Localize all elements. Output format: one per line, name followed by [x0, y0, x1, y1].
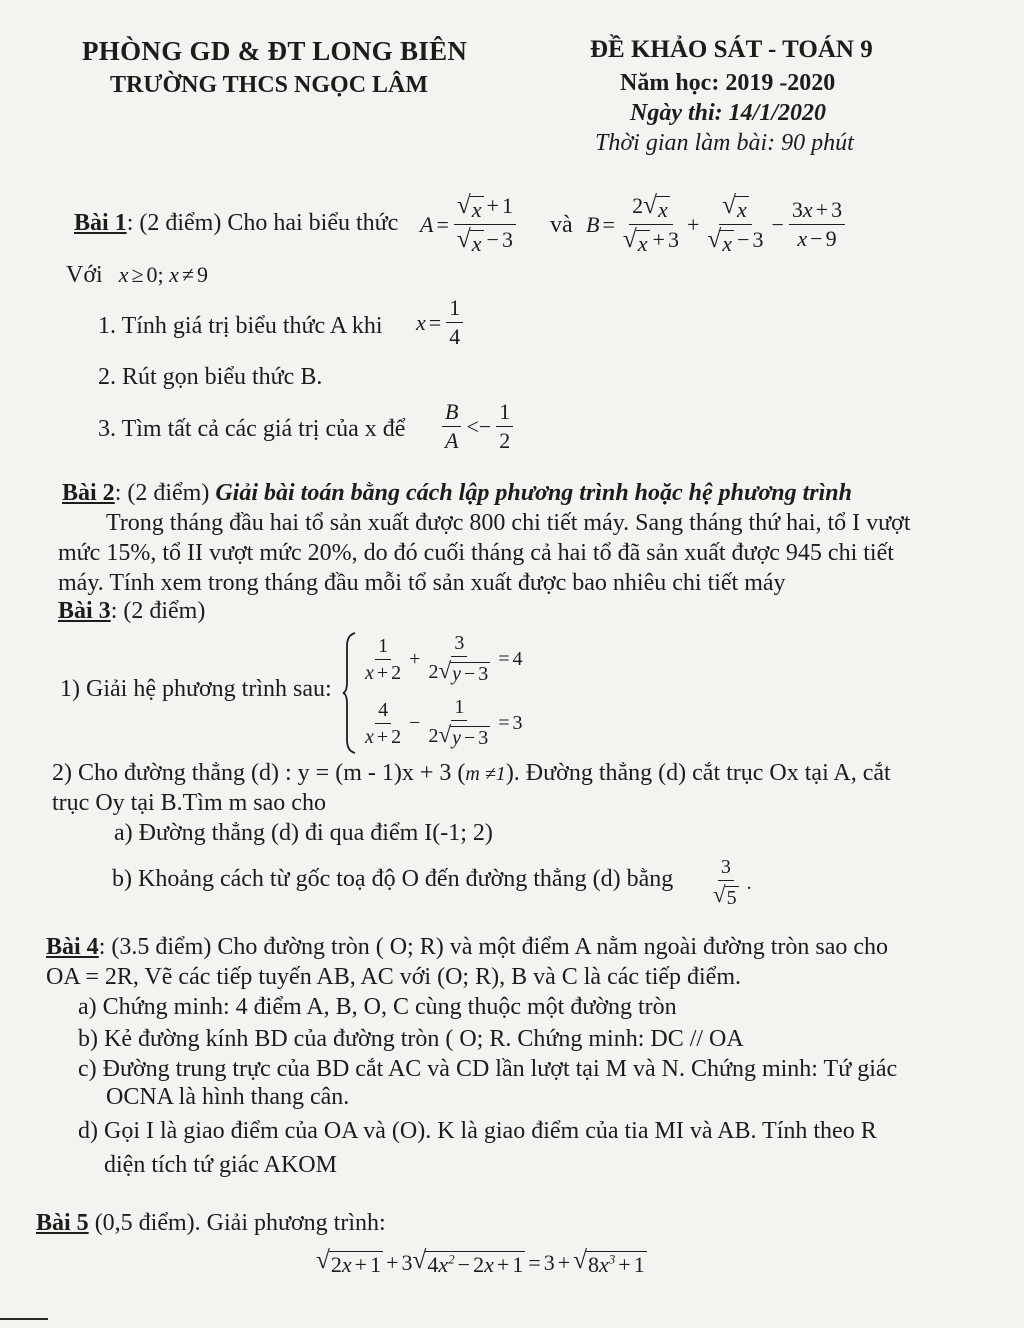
exam-date: Ngày thi: 14/1/2020 — [630, 100, 826, 126]
bai5-label: Bài 5 — [36, 1210, 89, 1236]
bai4-line2: OA = 2R, Vẽ các tiếp tuyến AB, AC với (O; R), B và C là các tiếp điểm. — [46, 964, 742, 990]
expr-B: B = 2 √ x √ x + 3 + √ x √ x − 3 − $\frac{3x + 3}{x - 9}$ — [586, 193, 847, 257]
bai4-c2: OCNA là hình thang cân. — [106, 1084, 350, 1110]
bai1-q2: 2. Rút gọn biểu thức B. — [98, 364, 323, 390]
p2-text-a: 2) Cho đường thẳng (d) : y = (m - 1)x + 3 ( — [52, 760, 466, 786]
bai1-label: Bài 1 — [74, 210, 127, 236]
dept-name: PHÒNG GD & ĐT LONG BIÊN — [82, 36, 468, 66]
bai5-equation: √ 2x + 1 + 3 √ $4x^2 - 2x + 1$ = 3 + √ $8x^3 + 1$ — [316, 1246, 645, 1277]
bai4-a: a) Chứng minh: 4 điểm A, B, O, C cùng thuộc một đường tròn — [78, 994, 677, 1020]
bai4-label: Bài 4 — [46, 934, 99, 960]
bai3-pa: a) Đường thẳng (d) đi qua điểm I(-1; 2) — [114, 820, 493, 846]
exam-title: ĐỀ KHẢO SÁT - TOÁN 9 — [590, 36, 873, 63]
bai3-label: Bài 3 — [58, 598, 111, 624]
bai1-intro: : (2 điểm) Cho hai biểu thức — [126, 210, 399, 236]
exam-duration: Thời gian làm bài: 90 phút — [595, 130, 854, 156]
expr-A: A = √ x + 1 √ x − 3 — [420, 193, 518, 257]
bai3-heading — [58, 598, 205, 625]
school-name: TRƯỜNG THCS NGỌC LÂM — [110, 72, 429, 98]
bai2-line2: mức 15%, tổ II vượt mức 20%, do đó cuối tháng cả hai tổ đã sản xuất được 945 chi tiết — [58, 540, 894, 566]
bai3-p2-line2: trục Oy tại B.Tìm m sao cho — [52, 790, 326, 816]
bai5-heading — [36, 1210, 386, 1237]
bai3-pb: b) Khoảng cách từ gốc toạ độ O đến đường thẳng (d) bằng — [112, 866, 674, 892]
p2-text-b: ). Đường thẳng (d) cắt trục Ox tại A, cắt — [505, 760, 891, 786]
bai4-c1: c) Đường trung trực của BD cắt AC và CD lần lượt tại M và N. Chứng minh: Tứ giác — [78, 1056, 898, 1082]
bai4-intro: : (3.5 điểm) Cho đường tròn ( O; R) và một điểm A nằm ngoài đường tròn sao cho — [98, 934, 888, 960]
bai5-intro: (0,5 điểm). Giải phương trình: — [88, 1210, 386, 1236]
and-word: và — [550, 212, 573, 238]
bai3-p1: 1) Giải hệ phương trình sau: — [60, 676, 332, 702]
inequality-BA: $\frac{B}{A}$ <− $\frac{1}{2}$ — [440, 400, 515, 453]
distance-value: 3 √ 5 . — [713, 856, 752, 909]
bai4-d2: diện tích tứ giác AKOM — [104, 1152, 337, 1178]
system-eq2: $\frac{4}{x + 2}$ − 1 2 √ y − 3 = 3 — [365, 696, 523, 749]
system-eq1: $\frac{1}{x + 2}$ + 3 2 √ y − 3 = 4 — [365, 632, 523, 685]
bai2-intro: : (2 điểm) — [114, 480, 210, 506]
bai3-p2-line1 — [52, 760, 891, 787]
bai4-d1: d) Gọi I là giao điểm của OA và (O). K là giao điểm của tia MI và AB. Tính theo R — [78, 1118, 877, 1144]
p2-cond: m ≠1 — [465, 763, 506, 785]
system-brace — [342, 632, 356, 754]
bai2-heading — [62, 480, 852, 507]
bai2-line1: Trong tháng đầu hai tổ sản xuất được 800 chi tiết máy. Sang tháng thứ hai, tổ I vượt — [106, 510, 911, 536]
bai1-q1: 1. Tính giá trị biểu thức A khi — [98, 313, 383, 339]
bai4-b: b) Kẻ đường kính BD của đường tròn ( O; R. Chứng minh: DC // OA — [78, 1026, 744, 1052]
bai1-q3: 3. Tìm tất cả các giá trị của x để — [98, 416, 406, 442]
bai1-condition: Với x ≥ 0 ; x ≠ 9 — [66, 262, 209, 288]
bai4-heading — [46, 934, 888, 961]
bai2-line3: máy. Tính xem trong tháng đầu mỗi tổ sản xuất được bao nhiêu chi tiết máy — [58, 570, 786, 596]
x-value: x = $\frac{1}{4}$ — [416, 296, 465, 349]
school-year: Năm học: 2019 -2020 — [620, 70, 836, 96]
bai1-heading — [74, 210, 398, 237]
page-edge-line — [0, 1318, 48, 1320]
bai3-intro: : (2 điểm) — [110, 598, 206, 624]
bai2-label: Bài 2 — [62, 480, 115, 506]
cond-prefix: Với — [66, 262, 103, 288]
bai2-title: Giải bài toán bằng cách lập phương trình hoặc hệ phương trình — [215, 480, 852, 506]
